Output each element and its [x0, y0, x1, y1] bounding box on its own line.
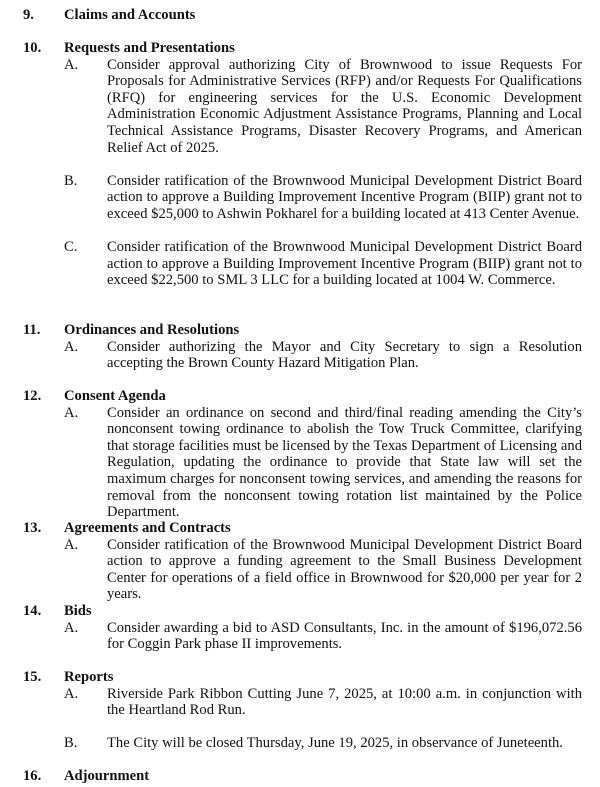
- agenda-section-15: [0, 669, 600, 752]
- item-text: Consider an ordinance on second and third/final reading amending the City’s nonconsent towing ordinance to abolish the Tow Truck Committee, clarifying that storage facilities must be licensed by the Texas Department of Licensing and Regulation, updating the ordinance to provide that State law will set the maximum charges for nonconsent towing services, and amending the reasons for removal from the nonconsent towing rotation list maintained by the Police Department.: [107, 404, 582, 521]
- section-title: Adjournment: [64, 768, 150, 784]
- item-text: Consider approval authorizing City of Brownwood to issue Requests For Proposals for Administrative Services (RFP) and/or Requests For Qualifications (RFQ) for engineering services for the U.S. Economic Development Administration Economic Adjustment Assistance Programs, Planning and Local Technical Assistance Programs, Disaster Recovery Programs, and American Relief Act of 2025.: [107, 56, 582, 156]
- agenda-item: [0, 405, 600, 521]
- section-heading: [0, 603, 600, 620]
- agenda-item: [0, 620, 600, 653]
- agenda-item: [0, 57, 600, 157]
- item-letter: B.: [64, 172, 78, 189]
- item-text: Riverside Park Ribbon Cutting June 7, 2025, at 10:00 a.m. in conjunction with the Heartland Rod Run.: [107, 685, 582, 719]
- item-letter: A.: [64, 56, 79, 73]
- section-heading: [0, 669, 600, 686]
- agenda-section-14: [0, 603, 600, 653]
- item-letter: A.: [64, 404, 79, 421]
- section-title: Bids: [64, 603, 92, 619]
- agenda-item: [0, 339, 600, 372]
- item-letter: A.: [64, 685, 79, 702]
- agenda-item: [0, 537, 600, 603]
- section-title: Ordinances and Resolutions: [64, 322, 240, 338]
- section-number: 9.: [23, 7, 34, 23]
- item-letter: A.: [64, 619, 79, 636]
- section-title: Consent Agenda: [64, 388, 166, 404]
- agenda-item: [0, 735, 600, 752]
- section-title: Agreements and Contracts: [64, 520, 231, 536]
- section-number: 15.: [23, 669, 42, 685]
- section-number: 13.: [23, 520, 42, 536]
- section-heading: [0, 40, 600, 57]
- agenda-section-12: [0, 388, 600, 521]
- agenda-item: [0, 173, 600, 223]
- section-title: Requests and Presentations: [64, 40, 235, 56]
- section-number: 12.: [23, 388, 42, 404]
- item-letter: A.: [64, 338, 79, 355]
- section-title: Claims and Accounts: [64, 7, 196, 23]
- item-text: Consider authorizing the Mayor and City Secretary to sign a Resolution accepting the Brown County Hazard Mitigation Plan.: [107, 338, 582, 372]
- section-heading: [0, 7, 600, 24]
- item-letter: A.: [64, 536, 79, 553]
- agenda-item: [0, 686, 600, 719]
- section-heading: [0, 322, 600, 339]
- agenda-section-9: [0, 7, 600, 24]
- agenda-item: [0, 239, 600, 289]
- item-text: Consider ratification of the Brownwood Municipal Development District Board action to approve a Building Improvement Incentive Program (BIIP) grant not to exceed $25,000 to Ashwin Pokharel for a building located at 413 Center Avenue.: [107, 172, 582, 222]
- item-letter: C.: [64, 239, 78, 256]
- item-text: Consider ratification of the Brownwood Municipal Development District Board action to approve a funding agreement to the Small Business Development Center for operations of a field office in Brownwood for $20,000 per year for 2 years.: [107, 536, 582, 603]
- section-title: Reports: [64, 669, 114, 685]
- section-number: 16.: [23, 768, 42, 784]
- section-number: 11.: [23, 322, 41, 338]
- section-heading: [0, 520, 600, 537]
- agenda-section-13: [0, 520, 600, 603]
- item-text: Consider ratification of the Brownwood Municipal Development District Board action to approve a Building Improvement Incentive Program (BIIP) grant not to exceed $22,500 to SML 3 LLC for a building located at 1004 W. Commerce.: [107, 239, 582, 289]
- item-letter: B.: [64, 735, 78, 752]
- agenda-section-16: [0, 768, 600, 785]
- item-text: Consider awarding a bid to ASD Consultants, Inc. in the amount of $196,072.56 for Coggin Park phase II improvements.: [107, 619, 582, 653]
- agenda-section-10: [0, 40, 600, 289]
- section-heading: [0, 388, 600, 405]
- section-number: 10.: [23, 40, 42, 56]
- agenda-section-11: [0, 322, 600, 372]
- item-text: The City will be closed Thursday, June 19, 2025, in observance of Juneteenth.: [107, 735, 563, 752]
- section-heading: [0, 768, 600, 785]
- section-number: 14.: [23, 603, 42, 619]
